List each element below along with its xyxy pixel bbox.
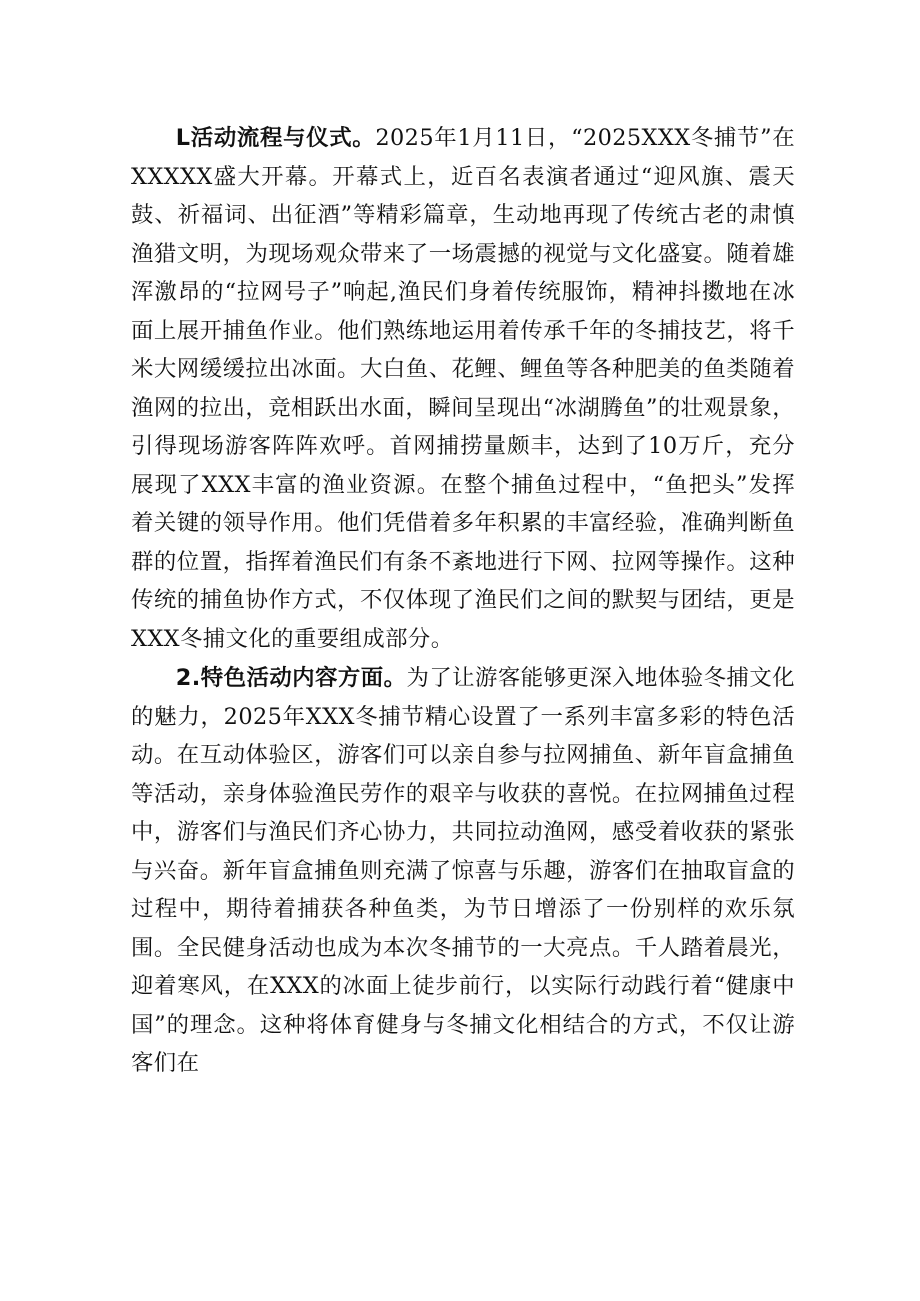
document-page bbox=[131, 119, 795, 1084]
paragraph-special-activities bbox=[131, 659, 795, 1083]
paragraph-activity-process bbox=[131, 119, 795, 658]
paragraph-heading: L活动流程与仪式。 bbox=[175, 125, 376, 151]
paragraph-heading: 2.特色活动内容方面。 bbox=[175, 665, 407, 691]
paragraph-body: 为了让游客能够更深入地体验冬捕文化的魅力，2025年XXX冬捕节精心设置了一系列丰富多彩的特色活动。在互动体验区，游客们可以亲自参与拉网捕鱼、新年盲盒捕鱼等活动，亲身体验渔民劳作的艰辛与收获的喜悦。在拉网捕鱼过程中，游客们与渔民们齐心协力，共同拉动渔网，感受着收获的紧张与兴奋。新年盲盒捕鱼则充满了惊喜与乐趣，游客们在抽取盲盒的过程中，期待着捕获各种鱼类，为节日增添了一份别样的欢乐氛围。全民健身活动也成为本次冬捕节的一大亮点。千人踏着晨光，迎着寒风，在XXX的冰面上徒步前行，以实际行动践行着“健康中国”的理念。这种将体育健身与冬捕文化相结合的方式，不仅让游客们在 bbox=[131, 665, 795, 1076]
paragraph-body: 2025年1月11日，“2025XXX冬捕节”在XXXXX盛大开幕。开幕式上，近百名表演者通过“迎风旗、震天鼓、祈福词、出征酒”等精彩篇章，生动地再现了传统古老的肃慎渔猎文明，为现场观众带来了一场震撼的视觉与文化盛宴。随着雄浑激昂的“拉网号子”响起,渔民们身着传统服饰，精神抖擞地在冰面上展开捕鱼作业。他们熟练地运用着传承千年的冬捕技艺，将千米大网缓缓拉出冰面。大白鱼、花鲤、鲤鱼等各种肥美的鱼类随着渔网的拉出，竞相跃出水面，瞬间呈现出“冰湖腾鱼”的壮观景象，引得现场游客阵阵欢呼。首网捕捞量颇丰，达到了10万斤，充分展现了XXX丰富的渔业资源。在整个捕鱼过程中，“鱼把头”发挥着关键的领导作用。他们凭借着多年积累的丰富经验，准确判断鱼群的位置，指挥着渔民们有条不紊地进行下网、拉网等操作。这种传统的捕鱼协作方式，不仅体现了渔民们之间的默契与团结，更是XXX冬捕文化的重要组成部分。 bbox=[131, 125, 795, 652]
